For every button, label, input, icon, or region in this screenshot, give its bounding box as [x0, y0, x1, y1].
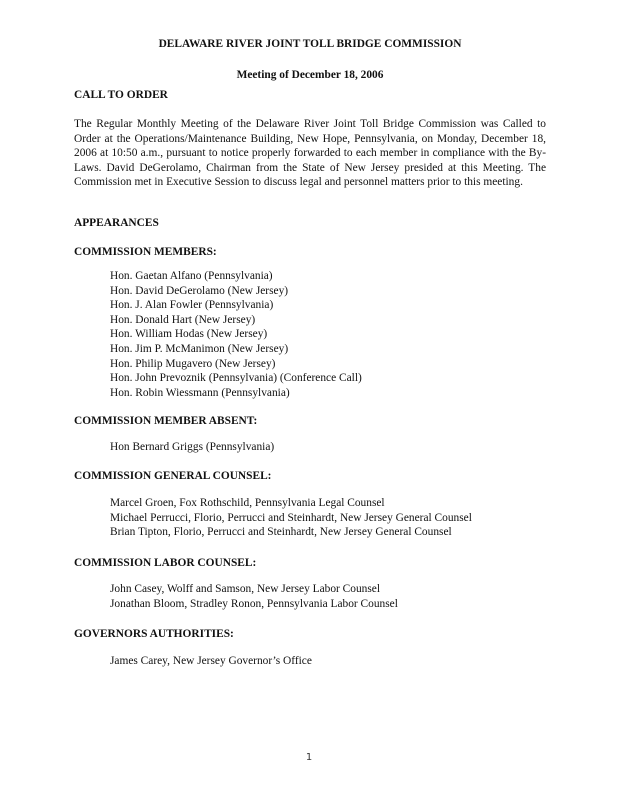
page-number: 1: [305, 752, 313, 763]
labor-counsel-list: [110, 582, 398, 611]
general-counsel-list: [110, 496, 472, 540]
list-item: Hon. Jim P. McManimon (New Jersey): [110, 342, 289, 355]
list-item: Hon. William Hodas (New Jersey): [110, 328, 268, 341]
list-item: James Carey, New Jersey Governor’s Office: [110, 655, 312, 667]
list-item: Hon. Philip Mugavero (New Jersey): [110, 357, 276, 370]
list-item: Hon. Robin Wiessmann (Pennsylvania): [110, 386, 290, 399]
list-item: Hon. David DeGerolamo (New Jersey): [110, 284, 289, 297]
general-counsel-heading: COMMISSION GENERAL COUNSEL:: [74, 470, 272, 482]
appearances-heading: APPEARANCES: [74, 217, 159, 229]
call-to-order-heading: CALL TO ORDER: [74, 89, 168, 101]
list-item: Marcel Groen, Fox Rothschild, Pennsylvania Legal Counsel: [110, 497, 385, 509]
governors-authorities-list: [110, 654, 312, 669]
member-absent-list: [110, 440, 274, 455]
list-item: Michael Perrucci, Florio, Perrucci and Steinhardt, New Jersey General Counsel: [110, 511, 472, 524]
document-title: DELAWARE RIVER JOINT TOLL BRIDGE COMMISSION: [158, 38, 462, 50]
list-item: John Casey, Wolff and Samson, New Jersey Labor Counsel: [110, 583, 380, 595]
list-item: Jonathan Bloom, Stradley Ronon, Pennsylvania Labor Counsel: [110, 597, 398, 610]
list-item: Hon. Donald Hart (New Jersey): [110, 313, 256, 326]
list-item: Hon. Gaetan Alfano (Pennsylvania): [110, 270, 273, 282]
governors-authorities-heading: GOVERNORS AUTHORITIES:: [74, 628, 234, 640]
list-item: Hon Bernard Griggs (Pennsylvania): [110, 441, 275, 453]
labor-counsel-heading: COMMISSION LABOR COUNSEL:: [74, 557, 257, 569]
meeting-date: Meeting of December 18, 2006: [236, 69, 384, 81]
commission-members-list: [110, 269, 362, 400]
call-to-order-paragraph: The Regular Monthly Meeting of the Delaware River Joint Toll Bridge Commission was Called to Order at the Operations/Maintenance Building, New Hope, Pennsylvania, on Monday, December 18, 2006 at 10:50 a.m., pursuant to notice properly forwarded to each member in compliance with the By-Laws. David DeGerolamo, Chairman from the State of New Jersey presided at this Meeting. The Commission met in Executive Session to discuss legal and personnel matters prior to this meeting.: [74, 118, 546, 189]
list-item: Brian Tipton, Florio, Perrucci and Steinhardt, New Jersey General Counsel: [110, 526, 452, 539]
commission-members-heading: COMMISSION MEMBERS:: [74, 246, 217, 258]
list-item: Hon. J. Alan Fowler (Pennsylvania): [110, 299, 274, 312]
list-item: Hon. John Prevoznik (Pennsylvania) (Conference Call): [110, 372, 362, 385]
member-absent-heading: COMMISSION MEMBER ABSENT:: [74, 415, 258, 427]
